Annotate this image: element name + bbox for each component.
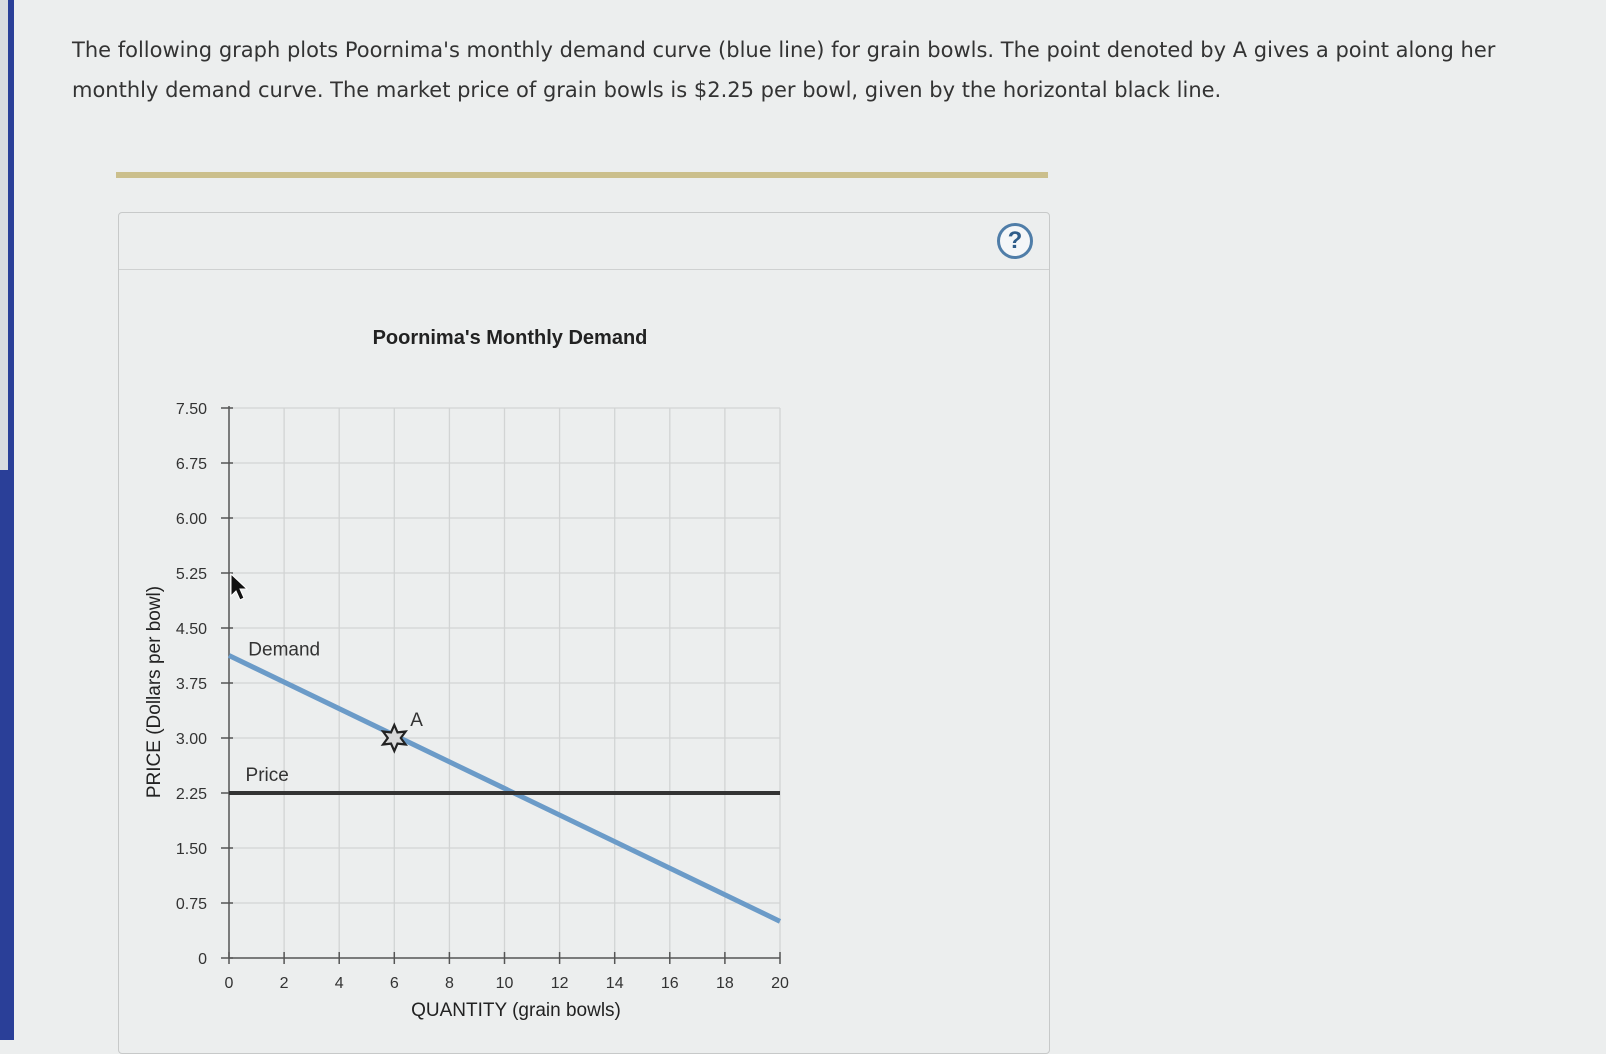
x-tick-label: 16 [660,975,679,992]
x-tick-label: 2 [279,975,289,992]
x-tick-label: 4 [334,975,344,992]
x-tick-label: 18 [716,975,734,992]
point-a-label: A [410,710,423,731]
x-tick-label: 0 [224,975,234,992]
y-tick-label: 0.75 [175,896,207,913]
y-tick-label: 4.50 [175,621,207,638]
y-tick-label: 7.50 [175,401,207,418]
x-tick-label: 20 [771,975,789,992]
y-tick-label: 3.75 [175,676,207,693]
help-button[interactable]: ? [997,223,1033,259]
chart-grid [229,408,780,958]
x-tick-label: 12 [550,975,569,992]
y-tick-label: 6.75 [175,456,207,473]
chart-title: Poornima's Monthly Demand [372,327,648,349]
y-axis-title: PRICE (Dollars per bowl) [144,585,165,799]
y-tick-label: 2.25 [175,786,207,803]
question-text: The following graph plots Poornima's monthly demand curve (blue line) for grain bowls. The point denoted by A gives a point along her monthly demand curve. The market price of grain bowls is $2.25 per bowl, given by the horizontal black line. [72,38,1496,102]
y-tick-label: 6.00 [175,511,207,528]
y-tick-label: 5.25 [175,566,207,583]
x-tick-label: 6 [389,975,399,992]
mouse-cursor-icon [231,574,247,600]
x-tick-label: 14 [605,975,624,992]
x-tick-label: 8 [444,975,454,992]
x-axis-title: QUANTITY (grain bowls) [411,1000,621,1021]
y-tick-label: 0 [198,951,207,968]
demand-label: Demand [248,639,321,661]
price-label: Price [245,765,289,786]
y-tick-label: 1.50 [175,841,207,858]
y-tick-label: 3.00 [175,731,207,748]
x-tick-label: 10 [495,975,514,992]
